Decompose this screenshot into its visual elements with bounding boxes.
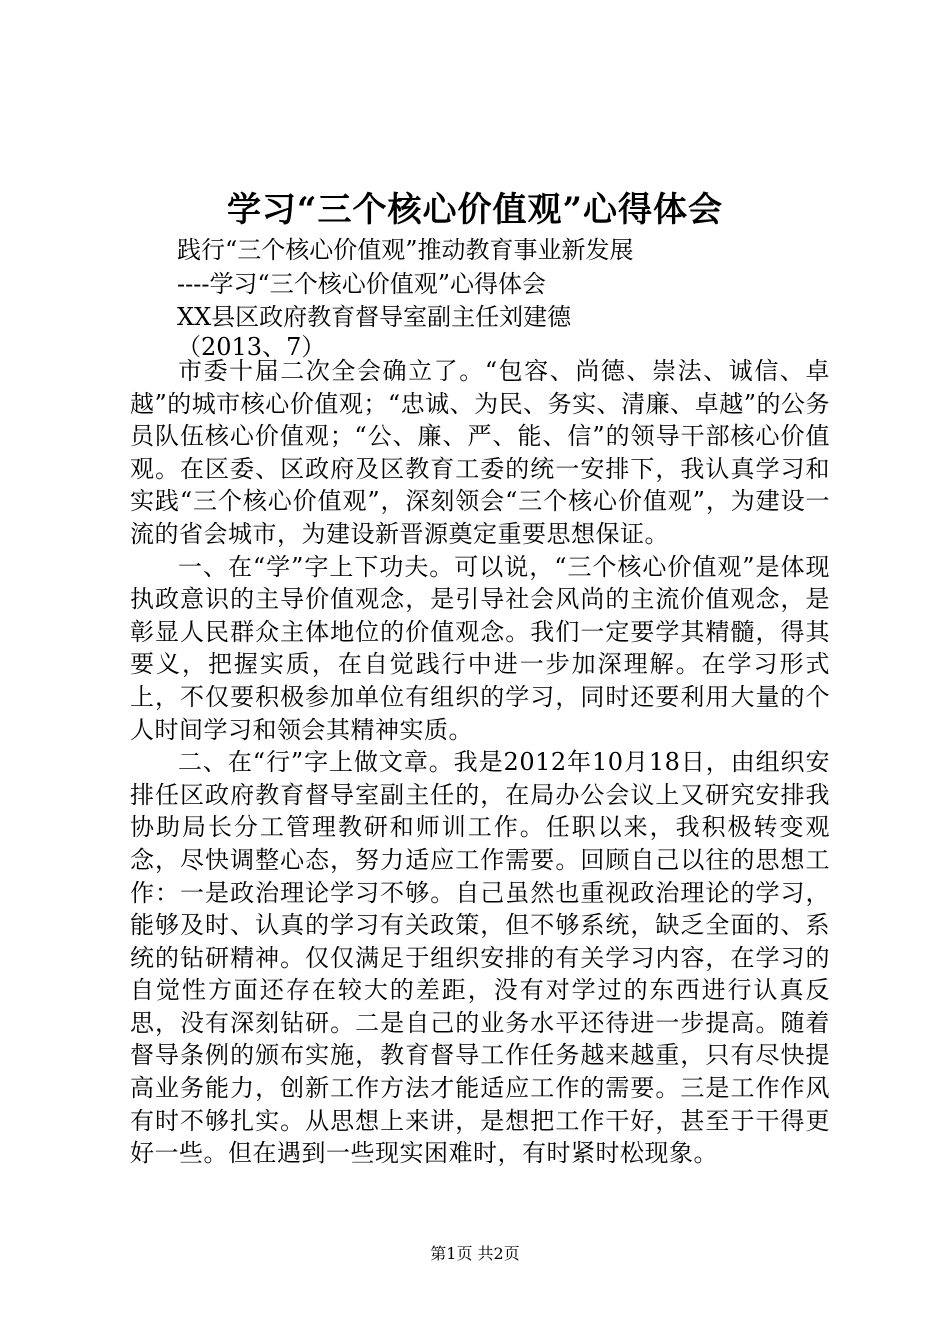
document-body	[130, 355, 830, 1170]
body-paragraph: 一、在“学”字上下功夫。可以说，“三个核心价值观”是体现执政意识的主导价值观念，是引导社会风尚的主流价值观念，是彰显人民群众主体地位的价值观念。我们一定要学其精髓，得其要义，把握实质，在自觉践行中进一步加深理解。在学习形式上，不仅要积极参加单位有组织的学习，同时还要利用大量的个人时间学习和领会其精神实质。	[130, 552, 830, 744]
subtitle-line: 践行“三个核心价值观”推动教育事业新发展	[177, 236, 634, 264]
body-paragraph: 二、在“行”字上做文章。我是2012年10月18日，由组织安排任区政府教育督导室副主任的，在局办公会议上又研究安排我协助局长分工管理教研和师训工作。任职以来，我积极转变观念，尽快调整心态，努力适应工作需要。回顾自己以往的思想工作：一是政治理论学习不够。自己虽然也重视政治理论的学习，能够及时、认真的学习有关政策，但不够系统，缺乏全面的、系统的钻研精神。仅仅满足于组织安排的有关学习内容，在学习的自觉性方面还存在较大的差距，没有对学过的东西进行认真反思，没有深刻钻研。二是自己的业务水平还待进一步提高。随着督导条例的颁布实施，教育督导工作任务越来越重，只有尽快提高业务能力，创新工作方法才能适应工作的需要。三是工作作风有时不够扎实。从思想上来讲，是想把工作干好，甚至于干得更好一些。但在遇到一些现实困难时，有时紧时松现象。	[130, 748, 830, 1168]
page-footer: 第1页 共2页	[430, 1244, 520, 1263]
subtitle-line: ----学习“三个核心价值观”心得体会	[177, 270, 546, 298]
body-paragraph: 市委十届二次全会确立了。“包容、尚德、崇法、诚信、卓越”的城市核心价值观；“忠诚、为民、务实、清廉、卓越”的公务员队伍核心价值观；“公、廉、严、能、信”的领导干部核心价值观。在区委、区政府及区教育工委的统一安排下，我认真学习和实践“三个核心价值观”，深刻领会“三个核心价值观”，为建设一流的省会城市，为建设新晋源奠定重要思想保证。	[130, 357, 830, 548]
date-line: （2013、7）	[177, 333, 326, 361]
document-title: 学习“三个核心价值观”心得体会	[226, 190, 724, 230]
author-line: XX县区政府教育督导室副主任刘建德	[177, 303, 572, 331]
